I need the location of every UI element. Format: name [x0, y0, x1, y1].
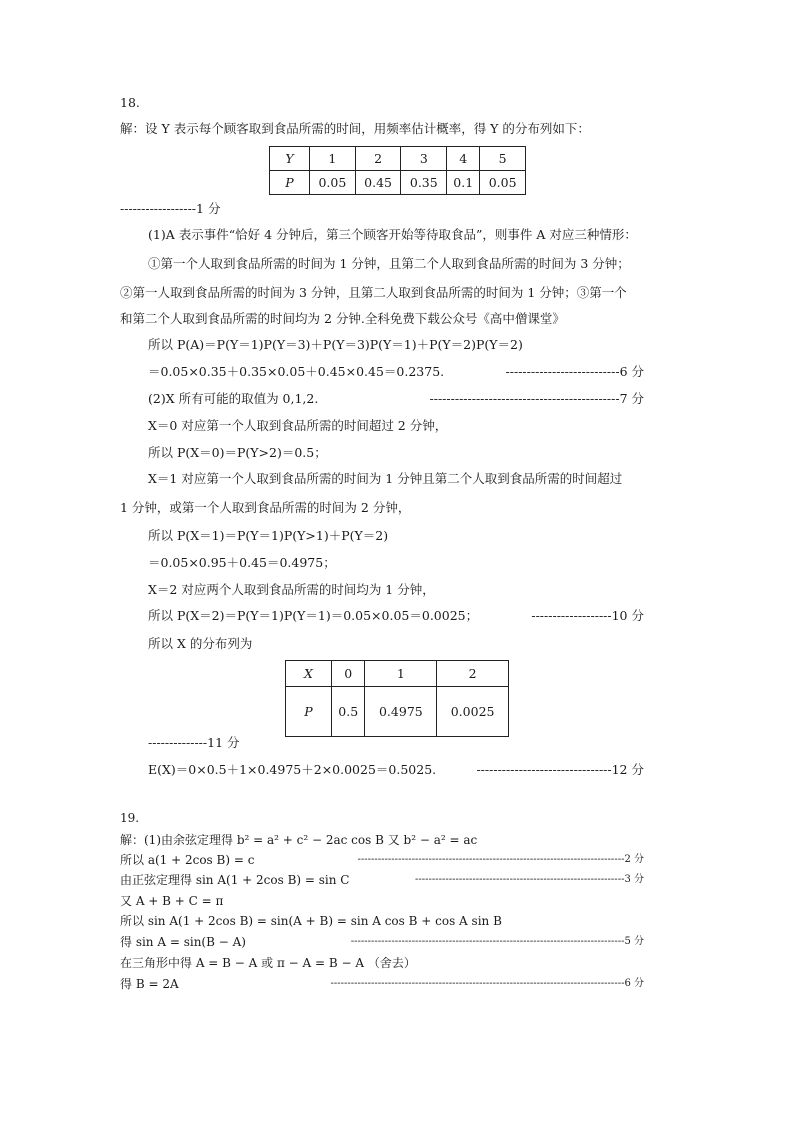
x1-value: ＝0.05×0.95＋0.45＝0.4975；: [148, 555, 336, 570]
table1-y-cell: 1: [310, 147, 356, 171]
table1-p-cell: 0.1: [447, 171, 480, 195]
x-distribution-table: [285, 660, 509, 737]
q19-line-3: 由正弦定理得 sin A(1 + 2cos B) = sin C: [120, 873, 350, 887]
q18-number: 18.: [120, 95, 140, 110]
table2-x-cell: 1: [365, 661, 437, 687]
x0-probability: 所以 P(X＝0)＝P(Y>2)＝0.5；: [148, 445, 327, 460]
pa-value: ＝0.05×0.35＋0.35×0.05＋0.45×0.45＝0.2375.: [148, 364, 445, 379]
y-distribution-table: [269, 146, 526, 195]
expectation: E(X)＝0×0.5＋1×0.4975＋2×0.0025＝0.5025.: [148, 762, 437, 777]
q19-number: 19.: [120, 811, 140, 825]
x1-probability: 所以 P(X＝1)＝P(Y＝1)P(Y>1)＋P(Y＝2): [148, 528, 389, 543]
q19-line-4: 又 A + B + C = π: [120, 894, 224, 908]
distribution-intro: 所以 X 的分布列为: [148, 636, 253, 651]
q19-score-3: --------------------------------------------------------------3 分: [414, 874, 644, 885]
q19-score-5: ---------------------------------------------------------------------------------5 分: [350, 936, 644, 947]
q19-line-8: 得 B = 2A: [120, 977, 179, 991]
table1-p-cell: 0.45: [355, 171, 401, 195]
table2-p-cell: 0.0025: [437, 687, 509, 737]
x2-description: X＝2 对应两个人取到食品所需的时间均为 1 分钟，: [148, 582, 435, 597]
table1-p-cell: 0.35: [401, 171, 447, 195]
q18-intro: 解：设 Y 表示每个顾客取到食品所需的时间，用频率估计概率，得 Y 的分布列如下：: [120, 121, 590, 136]
table1-y-cell: 4: [447, 147, 480, 171]
table2-x-cell: 2: [437, 661, 509, 687]
table1-p-cell: 0.05: [480, 171, 526, 195]
case-line-3: 和第二个人取到食品所需的时间均为 2 分钟.全科免费下载公众号《高中僧课堂》: [120, 311, 565, 326]
part1-intro: (1)A 表示事件“恰好 4 分钟后，第三个顾客开始等待取食品”，则事件 A 对应三种情形：: [148, 227, 637, 242]
q19-line-1: 解：(1)由余弦定理得 b² = a² + c² − 2ac cos B 又 b² − a² = ac: [120, 833, 478, 847]
table1-row-label-p: P: [270, 171, 310, 195]
pa-formula: 所以 P(A)＝P(Y＝1)P(Y＝3)＋P(Y＝3)P(Y＝1)＋P(Y＝2)P(Y＝2): [148, 337, 523, 352]
table2-row-label-p: P: [286, 687, 332, 737]
q19-line-5: 所以 sin A(1 + 2cos B) = sin(A + B) = sin A cos B + cos A sin B: [120, 914, 502, 928]
x1-description-b: 1 分钟，或第一个人取到食品所需的时间为 2 分钟，: [120, 500, 411, 515]
table1-y-cell: 3: [401, 147, 447, 171]
score-7: ---------------------------------------------7 分: [429, 391, 644, 406]
q19-line-2: 所以 a(1 + 2cos B) = c: [120, 853, 255, 867]
table1-row-label-y: Y: [270, 147, 310, 171]
q19-score-6: ---------------------------------------------------------------------------------------6 分: [330, 978, 644, 989]
score-12: --------------------------------12 分: [476, 762, 644, 777]
x0-description: X＝0 对应第一个人取到食品所需的时间超过 2 分钟，: [148, 418, 448, 433]
table1-p-cell: 0.05: [310, 171, 356, 195]
q19-line-6: 得 sin A = sin(B − A): [120, 935, 246, 949]
table1-y-cell: 2: [355, 147, 401, 171]
x1-description-a: X＝1 对应第一个人取到食品所需的时间为 1 分钟且第二个人取到食品所需的时间超过: [148, 471, 623, 486]
score-10: -------------------10 分: [531, 608, 644, 623]
case-line-1: ①第一个人取到食品所需的时间为 1 分钟，且第二个人取到食品所需的时间为 3 分钟；: [148, 256, 630, 271]
case-line-2: ②第一人取到食品所需的时间为 3 分钟，且第二人取到食品所需的时间为 1 分钟；③第一个: [120, 285, 627, 300]
score-6: ---------------------------6 分: [505, 364, 644, 379]
score-11: --------------11 分: [148, 735, 240, 750]
table2-p-cell: 0.5: [332, 687, 365, 737]
score-1: ------------------1 分: [120, 201, 221, 216]
x2-probability: 所以 P(X＝2)＝P(Y＝1)P(Y＝1)＝0.05×0.05＝0.0025；: [148, 608, 479, 623]
part2-intro: (2)X 所有可能的取值为 0,1,2.: [148, 391, 319, 406]
table2-row-label-x: X: [286, 661, 332, 687]
q19-line-7: 在三角形中得 A = B − A 或 π − A = B − A （舍去）: [120, 956, 416, 970]
table1-y-cell: 5: [480, 147, 526, 171]
table2-p-cell: 0.4975: [365, 687, 437, 737]
table2-x-cell: 0: [332, 661, 365, 687]
q19-score-2: -------------------------------------------------------------------------------2 分: [357, 854, 644, 865]
